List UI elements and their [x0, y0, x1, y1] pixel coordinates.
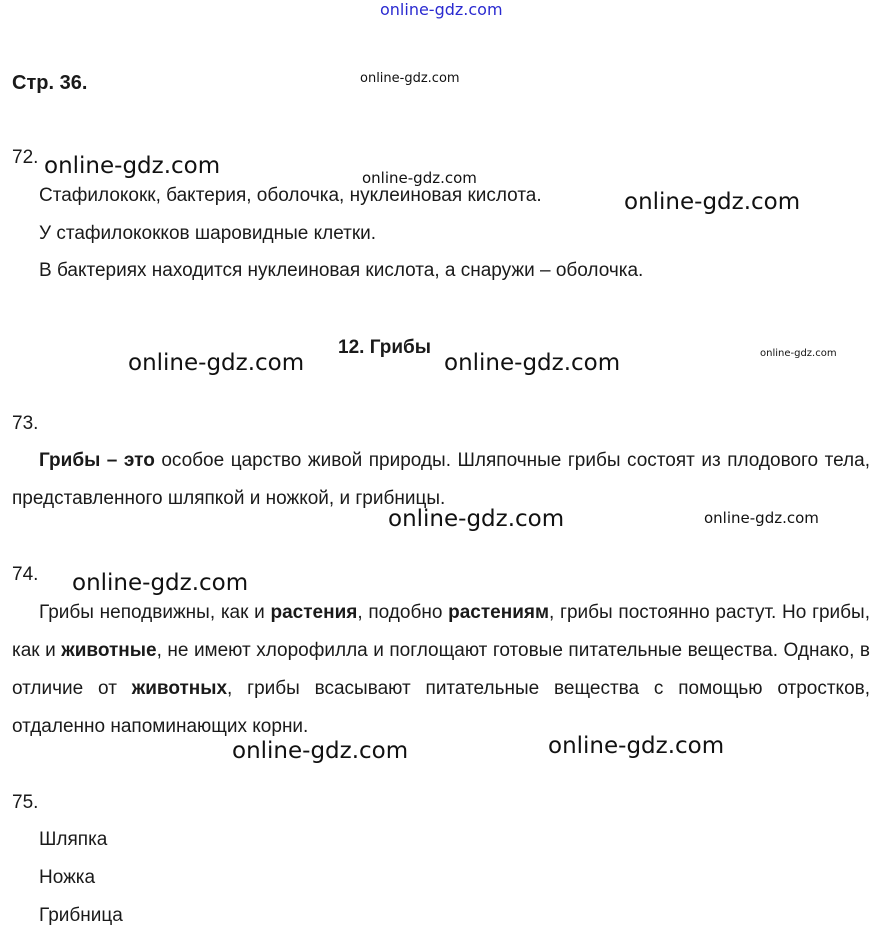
page-reference: Стр. 36.	[12, 72, 88, 94]
task72-line-1: Стафилококк, бактерия, оболочка, нуклеиновая кислота.	[39, 185, 542, 206]
watermark: online-gdz.com	[444, 350, 621, 376]
task75-answer-list	[39, 828, 123, 942]
task73-text: особое царство живой природы. Шляпочные грибы состоят из плодового тела, представленного шляпкой и ножкой, и грибницы.	[12, 450, 870, 509]
task74-text: , подобно	[357, 602, 449, 623]
watermark: online-gdz.com	[232, 738, 409, 764]
task74-text: , грибы всасывают питательные вещества с помощью отростков, отдаленно напоминающих корни.	[12, 678, 871, 737]
watermark: online-gdz.com	[760, 348, 837, 359]
task74-text: , грибы постоянно растут. Но грибы, как и	[12, 602, 870, 661]
task72-line-3: В бактериях находится нуклеиновая кислота, а снаружи – оболочка.	[39, 260, 644, 281]
task73-paragraph	[12, 442, 870, 518]
task72-line-2: У стафилококков шаровидные клетки.	[39, 223, 377, 244]
task74-text: Грибы неподвижны, как и	[39, 602, 271, 623]
list-item: Ножка	[39, 867, 96, 888]
task-number-72: 72.	[12, 147, 39, 168]
watermark: online-gdz.com	[128, 350, 305, 376]
watermark: online-gdz.com	[362, 169, 477, 187]
task-number-74: 74.	[12, 564, 39, 585]
watermark: online-gdz.com	[388, 506, 565, 532]
task74-bold-animals: животные	[61, 640, 157, 661]
task74-bold-plants: растения	[270, 602, 358, 623]
watermark: online-gdz.com	[704, 509, 819, 527]
list-item: Грибница	[39, 905, 123, 926]
task73-term: Грибы – это	[39, 450, 155, 471]
list-item: Шляпка	[39, 829, 108, 850]
watermark: online-gdz.com	[44, 153, 221, 179]
task74-bold-animals-genitive: животных	[131, 678, 228, 699]
section-title: 12. Грибы	[338, 337, 431, 358]
watermark-top: online-gdz.com	[380, 0, 503, 19]
task74-bold-plants-dative: растениям	[448, 602, 550, 623]
watermark: online-gdz.com	[72, 570, 249, 596]
task74-paragraph	[12, 594, 870, 746]
task74-text: , не имеют хлорофилла и поглощают готовые питательные вещества. Однако, в отличие от	[12, 640, 870, 699]
watermark: online-gdz.com	[360, 71, 460, 86]
task-number-73: 73.	[12, 413, 39, 434]
watermark: online-gdz.com	[624, 189, 801, 215]
watermark: online-gdz.com	[548, 733, 725, 759]
task-number-75: 75.	[12, 792, 39, 813]
